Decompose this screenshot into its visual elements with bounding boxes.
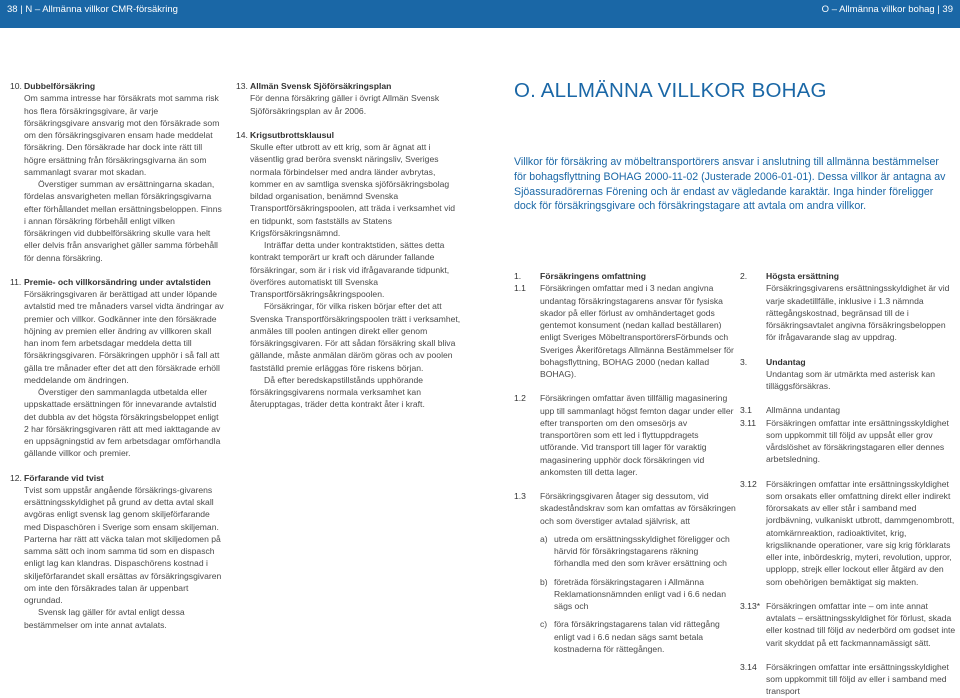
item-text: Allmänna undantag — [766, 405, 841, 416]
item-text: Försäkringen omfattar även tillfällig magasinering upp till sammanlagt högst femton dagar under eller efter transporten om den omsesörjs av transportören som ett led i flyttuppdragets utförande. Vid transport till lager för varaktig magasinering upphör dock försäkringen vid ankomsten till detta lager. — [540, 393, 734, 477]
paragraph: Inträffar detta under kontraktstiden, sättes detta kontrakt temporärt ur kraft och därunder fallande försäkringar, som är i risk vid ifrågavarande tidpunkt, överföres automatiskt till Svenska Transportförsäkringsåkringspoolen. — [250, 240, 450, 299]
item-number: 3. — [740, 356, 748, 367]
section-number: 11. — [10, 276, 22, 287]
item-3-12 — [740, 478, 958, 588]
paragraph: Då efter beredskapstillstånds upphörande försäkringsgivarens normala verksamhet kan återupptagas, träder detta kontrakt åter i kraft. — [250, 374, 425, 410]
item-title: Försäkringens omfattning — [540, 271, 646, 281]
item-1-2 — [514, 392, 736, 478]
item-1 — [514, 270, 736, 282]
item-title: Undantag — [766, 356, 806, 367]
column-3 — [514, 270, 736, 655]
sub-item-text: utreda om ersättningsskyldighet föreligger och härvid för försäkringstagarens räkning förhandla med den som kräver ersättning och — [554, 533, 730, 569]
section-title: Förfarande vid tvist — [24, 472, 104, 483]
header-left-text: 38 | N – Allmänna villkor CMR-försäkring — [7, 4, 178, 15]
item-number: 3.13* — [740, 600, 761, 611]
section-14 — [236, 129, 466, 411]
item-number: 3.14 — [740, 661, 757, 672]
page-header — [0, 0, 960, 28]
item-number: 1.1 — [514, 283, 526, 294]
item-text: Försäkringsgivarens ersättningsskyldighet är vid varje skadetillfälle, inklusive i 1.3 nämnda rättegångskostnad, begränsad till de i försäkringsavtalet angivna försäkringsbeloppen för ifrågavarande slag av uppdrag. — [766, 283, 950, 343]
item-text: Försäkringen omfattar med i 3 nedan angivna undantag försäkringstagarens ansvar för fysiska skador på eller förlust av omhändertaget gods gentemot konsument (nedan kallad beställaren) enligt Sveriges MöbeltransportörersFörbunds och Sveriges Åkeriföretags Allmänna Bestämmelser för bohagsflyttning, BOHAG 2000 (nedan kallad BOHAG). — [540, 283, 734, 379]
paragraph: Svensk lag gäller för avtal enligt dessa bestämmelser om inte annat avtalats. — [24, 607, 185, 630]
item-3-11 — [740, 417, 958, 466]
paragraph: Försäkringsgivaren är berättigad att under löpande avtalstid med tre månaders varsel vidta ändringar av premier och villkor. Godkänner inte den försäkrade höjning av premien eller ändring av villkoren skall han inom fem arbetsdagar meddela detta till försäkringsgivaren. Försäkringen upphör i så fall att gälla tre månader efter det att den försäkrade erhöll meddelande om ändringen. — [24, 289, 224, 385]
section-11 — [10, 276, 224, 460]
item-number: 1.2 — [514, 393, 526, 404]
sub-item-a — [540, 533, 736, 570]
item-number: 1.3 — [514, 491, 526, 501]
item-2 — [740, 270, 958, 344]
page-title: O. ALLMÄNNA VILLKOR BOHAG — [514, 79, 827, 102]
item-number: 1. — [514, 271, 522, 281]
column-4 — [740, 270, 958, 698]
item-number: 3.12 — [740, 478, 757, 489]
item-3 — [740, 356, 958, 393]
section-number: 10. — [10, 81, 22, 91]
section-title: Krigsutbrottsklausul — [250, 129, 335, 140]
item-3-14 — [740, 661, 958, 698]
sub-item-letter: c) — [540, 619, 548, 630]
section-13 — [236, 80, 466, 117]
paragraph: För denna försäkring gäller i övrigt Allmän Svensk Sjöförsäkringsplan av år 2006. — [250, 93, 440, 116]
sub-item-text: föra försäkringstagarens talan vid rättegång enligt vad i 6.6 nedan sägs samt betala kostnaderna för rättegången. — [554, 619, 720, 654]
item-3-13 — [740, 600, 958, 649]
item-text: Försäkringsgivaren åtager sig dessutom, vid skadeståndskrav som kan omfattas av försäkringen och som överstiger avtalad självrisk, att — [540, 491, 736, 526]
item-text: Försäkringen omfattar inte ersättningsskyldighet som orsakats eller omfattning direkt eller indirekt förorsakats av eller står i samband med jordbävning, vulkaniskt utbrott, dammgenombrott, atomkärnreaktion, radioaktivitet, krig, krigsliknande operationer, vare sig krig förklarats eller inte, inbördeskrig, myteri, revolution, uppror, upplopp, strejk eller lockout eller åtgärd av den som obehörigen bemäktigat sig makten. — [766, 478, 955, 587]
section-number: 12. — [10, 472, 22, 483]
paragraph: Överstiger den sammanlagda utbetalda eller uppskattade ersättningen för innevarande avtalstid det dubbla av det högsta försäkringsbeloppet enligt 2 har försäkringsgivaren rätt att med iakttagande av en uppsägningstid av fem arbetsdagar omförhandla gällande villkor och premier. — [24, 387, 221, 459]
item-text: Försäkringen omfattar inte ersättningsskyldighet som uppkommit till följd av eller i samband med transport — [766, 661, 949, 697]
item-title: Högsta ersättning — [766, 271, 840, 281]
section-title: Premie- och villkorsändring under avtalstiden — [24, 276, 211, 287]
intro-text: Villkor för försäkring av möbeltransportörers ansvar i anslutning till allmänna bestämmelser för bohagsflyttning BOHAG 2000-11-02 (Justerade 2006-01-01). Dessa villkor är antagna av Sjöassuradörernas Förening och är endast av vägledande karaktär. Inga hinder föreligger dock för försäkringsgivare och försäkringstagare att avtala om andra villkor. — [514, 156, 946, 213]
item-number: 2. — [740, 271, 748, 281]
sub-item-text: företräda försäkringstagaren i Allmänna Reklamationsnämnden enligt vad i 6.6 nedan sägs och — [554, 576, 726, 611]
sub-item-letter: a) — [540, 533, 548, 544]
section-12 — [10, 472, 224, 631]
column-2 — [236, 80, 466, 411]
item-number: 3.1 — [740, 405, 752, 416]
item-text: Försäkringen omfattar inte ersättningsskyldighet som uppkommit till följd av uppsåt eller grov vårdslöshet av försäkringstagaren eller dennes arbetsledning. — [766, 417, 949, 465]
item-3-1 — [740, 404, 958, 416]
item-1-3 — [514, 490, 736, 655]
item-text: Undantag som är utmärkta med asterisk kan tilläggsförsäkras. — [766, 368, 936, 391]
header-right-text: O – Allmänna villkor bohag | 39 — [821, 4, 953, 15]
column-1 — [10, 80, 224, 631]
section-title: Allmän Svensk Sjöförsäkringsplan — [250, 81, 392, 91]
sub-item-c — [540, 618, 736, 655]
section-number: 13. — [236, 81, 248, 91]
paragraph: Om samma intresse har försäkrats mot samma risk hos flera försäkringsgivare, är varje försäkringsgivare ansvarig mot den försäkrade som om den försäkringsgivaren ensam hade meddelat försäkring. Den försäkrade har dock inte rätt till högre ersättning från försäkringsgivarna än som sammanlagt svarar mot skadan. — [24, 93, 220, 177]
item-number: 3.11 — [740, 417, 757, 428]
paragraph: Skulle efter utbrott av ett krig, som är ägnat att i väsentlig grad beröra svenskt näringsliv, Sveriges normala förbindelser med andra länder avbrytas, kommer en av samtliga svenska sjöförsäkringsbolag bildad organisation, benämnd Svenska Transportförsäkringspoolen, att träda i verksamhet vid en tidpunkt, som fastställs av Statens Krigsförsäkringsnämnd. — [250, 142, 456, 238]
paragraph: Tvist som uppstår angående försäkrings-givarens ersättningsskyldighet på grund av detta avtal skall avgöras enligt svensk lag genom skiljeförfarande med Dispaschören i Sverige som ensam skiljeman. Parterna har rätt att väcka talan mot skiljedomen på samma sätt och inom samma tid som en dispasch enligt lag kan klandras. Dispaschörens kostnad i skiljeförfarandet skall ersättas av försäkringsgivaren om inte den försäkrades talan är uppenbart ogrundad. — [24, 484, 222, 605]
sub-item-b — [540, 576, 736, 613]
section-title: Dubbelförsäkring — [24, 81, 96, 91]
paragraph: Försäkringar, för vilka risken börjar efter det att Svenska Transportförsäkringspoolen trätt i verksamhet, anmäles till poolen antingen direkt eller genom försäkringsgivaren. För att sådan försäkring skall bliva gällande, måste anmälan däröm göras och av poolen fastställd premie erläggas före riskens början. — [250, 301, 461, 373]
item-text: Försäkringen omfattar inte – om inte annat avtalats – ersättningsskyldighet för förlust, skada eller kostnad till följd av nederbörd om godset inte varit skyddat på ett fackmannamässigt sätt. — [766, 600, 956, 648]
paragraph: Överstiger summan av ersättningarna skadan, fördelas ansvarigheten mellan försäkringsgivarna efter förhållandet mellan ersättningsbeloppen. Finns i annan försäkring förbehåll enligt vilken försäkringen vid dubbelförsäkring skulle vara helt eller delvis från ansvarighet gäller samma förbehåll för denna försäkring. — [24, 179, 222, 263]
sub-item-letter: b) — [540, 576, 548, 587]
section-number: 14. — [236, 129, 248, 140]
section-10 — [10, 80, 224, 264]
item-1-1 — [514, 282, 736, 380]
